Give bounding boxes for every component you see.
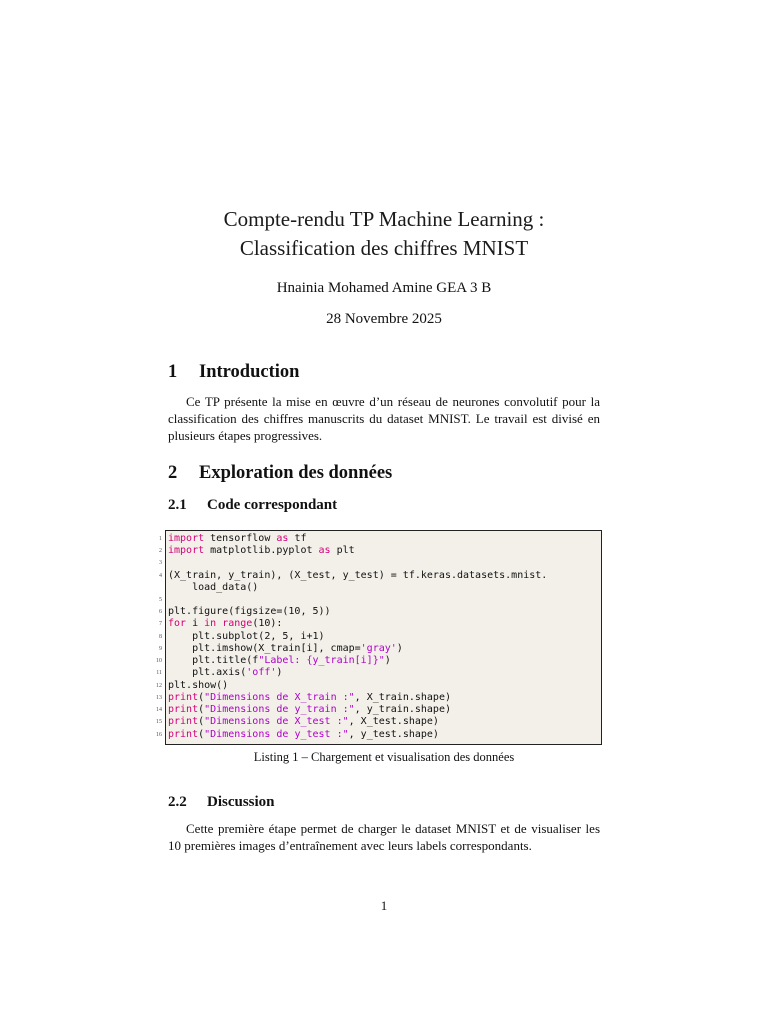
- code-line: print("Dimensions de X_train :", X_train.shape): [168, 692, 451, 703]
- line-number: 9: [159, 646, 162, 652]
- introduction-text: Ce TP présente la mise en œuvre d’un réseau de neurones convolutif pour la classification des chiffres manuscrits du dataset MNIST. Le travail est divisé en plusieurs étapes progressives.: [168, 394, 600, 443]
- code-line: print("Dimensions de y_train :", y_train.shape): [168, 704, 451, 715]
- code-line: plt.title(f"Label: {y_train[i]}"): [168, 655, 391, 666]
- code-line: plt.subplot(2, 5, i+1): [168, 631, 325, 642]
- line-number: 10: [156, 658, 162, 664]
- page-number: 1: [380, 898, 388, 913]
- document-title: [0, 205, 768, 263]
- introduction-paragraph: [168, 393, 600, 444]
- line-number: 12: [156, 683, 162, 689]
- subsection-heading-discussion: [168, 794, 275, 811]
- subsection-number: 2.1: [168, 497, 187, 513]
- title-line-1: Compte-rendu TP Machine Learning :: [223, 207, 545, 231]
- line-number: 2: [159, 548, 162, 554]
- code-line: print("Dimensions de X_test :", X_test.shape): [168, 716, 439, 727]
- line-number: 5: [159, 597, 162, 603]
- line-number: 1: [159, 536, 162, 542]
- section-title: Introduction: [199, 362, 300, 382]
- code-line: plt.axis('off'): [168, 667, 283, 678]
- subsection-number: 2.2: [168, 794, 187, 810]
- code-line: load_data(): [168, 582, 259, 593]
- subsection-title: Discussion: [207, 794, 275, 810]
- code-line: import matplotlib.pyplot as plt: [168, 545, 355, 556]
- line-number: 16: [156, 732, 162, 738]
- section-title: Exploration des données: [199, 463, 393, 483]
- listing-caption: Listing 1 – Chargement et visualisation des données: [253, 750, 515, 764]
- line-number: 14: [156, 707, 162, 713]
- line-number: 4: [159, 573, 162, 579]
- code-line: print("Dimensions de y_test :", y_test.shape): [168, 729, 439, 740]
- subsection-heading-code: [168, 497, 337, 514]
- subsection-title: Code correspondant: [207, 497, 338, 513]
- title-line-2: Classification des chiffres MNIST: [239, 236, 529, 260]
- section-number: 2: [168, 463, 178, 483]
- code-line: plt.figure(figsize=(10, 5)): [168, 606, 331, 617]
- code-line: plt.imshow(X_train[i], cmap='gray'): [168, 643, 403, 654]
- line-number: 7: [159, 621, 162, 627]
- code-line: for i in range(10):: [168, 618, 283, 629]
- line-number: 13: [156, 695, 162, 701]
- code-line: (X_train, y_train), (X_test, y_test) = tf.keras.datasets.mnist.: [168, 570, 548, 581]
- code-line: plt.show(): [168, 680, 229, 691]
- line-number: 6: [159, 609, 162, 615]
- code-line: import tensorflow as tf: [168, 533, 307, 544]
- line-number: 3: [159, 560, 162, 566]
- section-heading-exploration: [168, 463, 392, 484]
- line-number: 11: [156, 670, 162, 676]
- discussion-text: Cette première étape permet de charger le dataset MNIST et de visualiser les 10 premières images d’entraînement avec leurs labels correspondants.: [168, 821, 600, 853]
- section-number: 1: [168, 362, 178, 382]
- discussion-paragraph: [168, 820, 600, 854]
- line-number: 15: [156, 719, 162, 725]
- line-number: 8: [159, 634, 162, 640]
- date: 28 Novembre 2025: [326, 311, 442, 327]
- author: Hnainia Mohamed Amine GEA 3 B: [276, 280, 492, 296]
- section-heading-introduction: [168, 362, 299, 383]
